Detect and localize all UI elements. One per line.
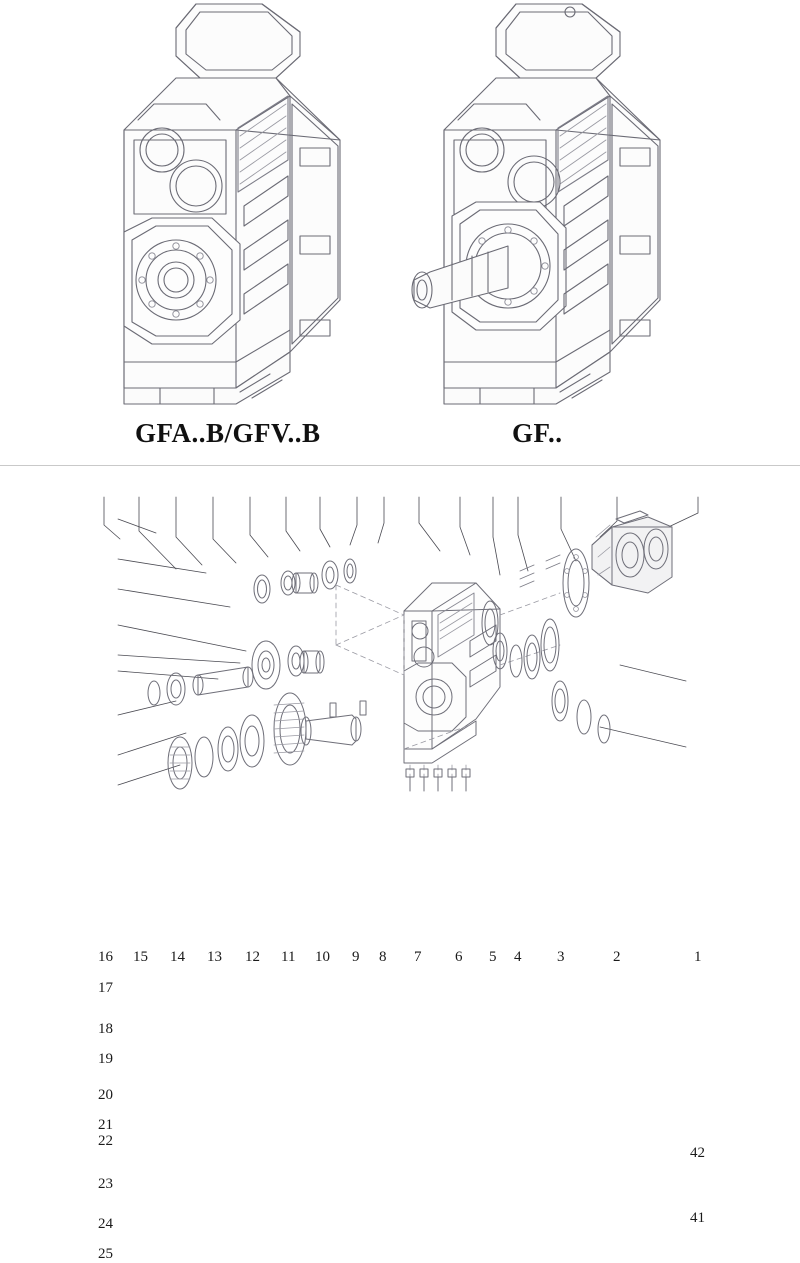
caption-gfa-gfv: GFA..B/GFV..B xyxy=(135,418,321,448)
leader-lines-left xyxy=(118,519,246,785)
callout-7: 7 xyxy=(414,949,422,965)
callout-24: 24 xyxy=(98,1216,113,1232)
callout-42: 42 xyxy=(690,1145,705,1161)
fastener-screws xyxy=(406,769,470,791)
callout-10: 10 xyxy=(315,949,330,965)
callout-8: 8 xyxy=(379,949,387,965)
gearbox-view-gf xyxy=(412,4,660,404)
gearbox-view-gfa-gfv xyxy=(124,4,340,404)
callout-1: 1 xyxy=(694,949,702,965)
callout-12: 12 xyxy=(245,949,260,965)
leader-lines-right xyxy=(600,665,686,747)
lower-left-parts xyxy=(168,693,366,789)
callout-14: 14 xyxy=(170,949,185,965)
callout-4: 4 xyxy=(514,949,522,965)
motor-adapter-part xyxy=(592,511,672,593)
callout-20: 20 xyxy=(98,1087,113,1103)
callout-25: 25 xyxy=(98,1246,113,1262)
callout-18: 18 xyxy=(98,1021,113,1037)
exploded-view-section xyxy=(0,465,800,1262)
callout-5: 5 xyxy=(489,949,497,965)
callout-2: 2 xyxy=(613,949,621,965)
gearbox-views-artwork xyxy=(0,0,800,465)
callout-17: 17 xyxy=(98,980,113,996)
callout-9: 9 xyxy=(352,949,360,965)
callout-22: 22 xyxy=(98,1133,113,1149)
callout-15: 15 xyxy=(133,949,148,965)
callout-23: 23 xyxy=(98,1176,113,1192)
upper-shaft-parts xyxy=(254,559,356,603)
callout-3: 3 xyxy=(557,949,565,965)
callout-11: 11 xyxy=(281,949,296,965)
callout-19: 19 xyxy=(98,1051,113,1067)
caption-gf: GF.. xyxy=(512,418,563,448)
callout-16: 16 xyxy=(98,949,113,965)
mid-left-parts xyxy=(148,641,324,705)
callout-41: 41 xyxy=(690,1210,705,1226)
callout-6: 6 xyxy=(455,949,463,965)
callout-13: 13 xyxy=(207,949,222,965)
callout-21: 21 xyxy=(98,1117,113,1133)
housing-part xyxy=(404,583,500,763)
lower-right-parts xyxy=(552,681,610,743)
exploded-view-artwork xyxy=(0,465,800,800)
gearbox-views-section xyxy=(0,0,800,465)
